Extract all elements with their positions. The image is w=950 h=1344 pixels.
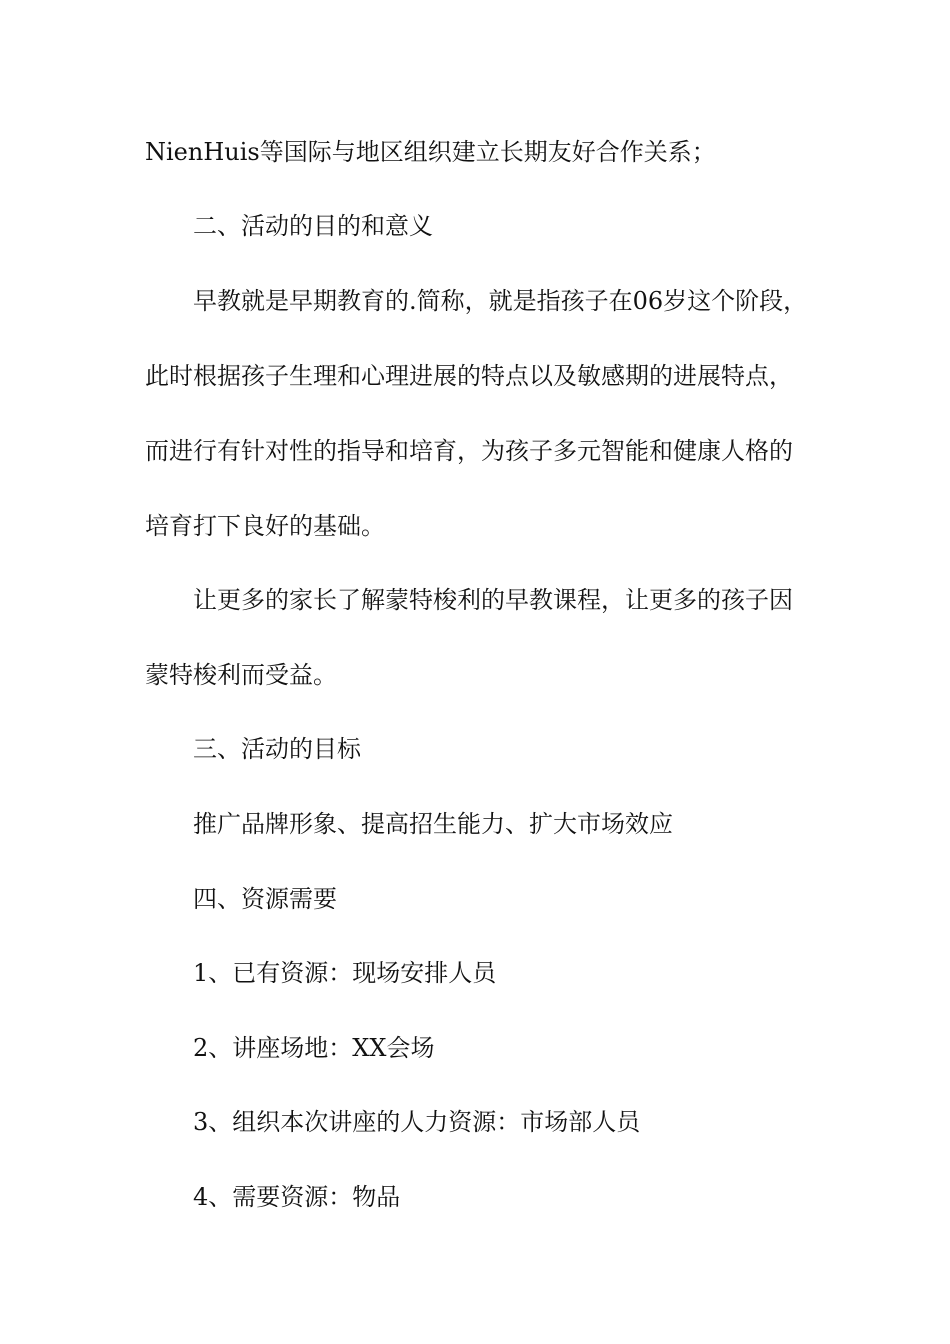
paragraph-line: 早教就是早期教育的.简称，就是指孩子在06岁这个阶段， — [193, 287, 808, 315]
section-heading-resources: 四、资源需要 — [193, 885, 337, 913]
paragraph-line: 此时根据孩子生理和心理进展的特点以及敏感期的进展特点， — [145, 362, 793, 390]
paragraph-line: 蒙特梭利而受益。 — [145, 661, 337, 689]
paragraph-line: 推广品牌形象、提高招生能力、扩大市场效应 — [193, 810, 673, 838]
paragraph-line: NienHuis等国际与地区组织建立长期友好合作关系； — [145, 138, 716, 166]
section-heading-purpose: 二、活动的目的和意义 — [193, 212, 433, 240]
paragraph-line: 让更多的家长了解蒙特梭利的早教课程，让更多的孩子因 — [193, 586, 793, 614]
paragraph-line: 而进行有针对性的指导和培育，为孩子多元智能和健康人格的 — [145, 437, 793, 465]
list-item: 3、组织本次讲座的人力资源：市场部人员 — [193, 1108, 641, 1136]
list-item: 4、需要资源：物品 — [193, 1183, 401, 1211]
section-heading-goals: 三、活动的目标 — [193, 735, 361, 763]
paragraph-line: 培育打下良好的基础。 — [145, 512, 385, 540]
list-item: 2、讲座场地：XX会场 — [193, 1034, 435, 1062]
list-item: 1、已有资源：现场安排人员 — [193, 959, 497, 987]
